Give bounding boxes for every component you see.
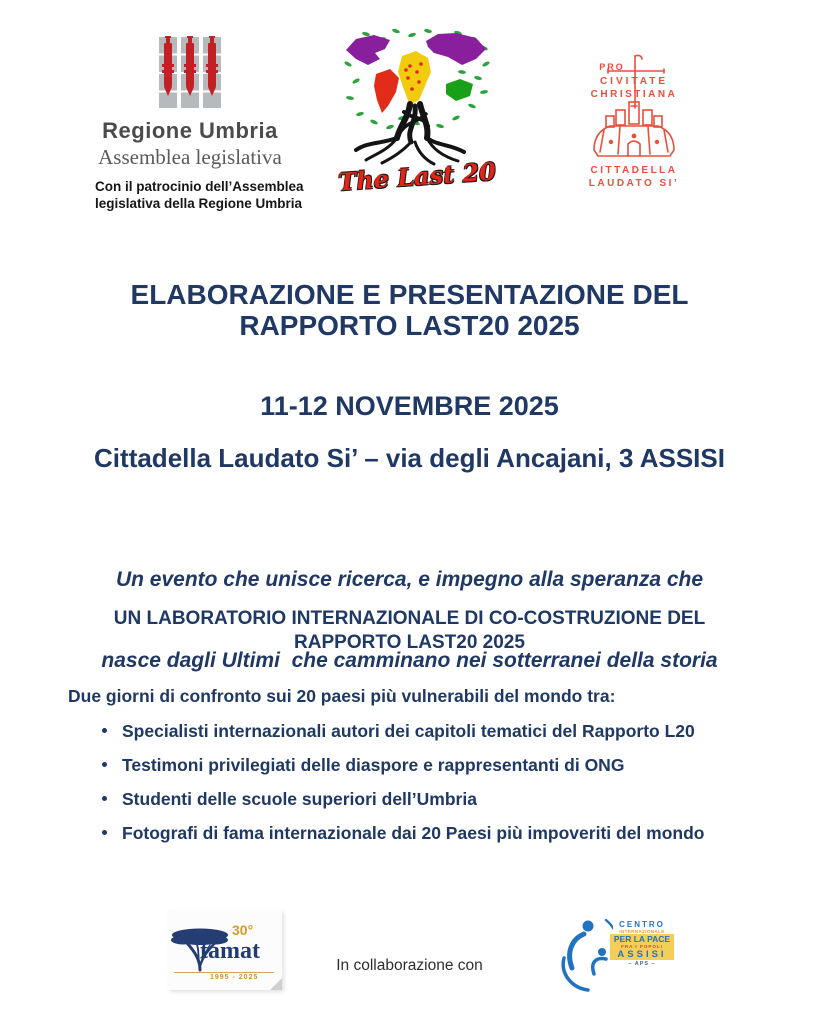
pcc-line-cittadella: CITTADELLA <box>590 165 678 176</box>
lab-subtitle <box>0 607 819 655</box>
patronage-line2: legislativa della Regione Umbria <box>95 196 303 211</box>
pro-civitate-christiana-logo <box>578 52 690 194</box>
event-location: Cittadella Laudato Si’ – via degli Ancajani, 3 ASSISI <box>94 443 725 473</box>
list-item <box>100 753 752 777</box>
list-item <box>100 787 752 811</box>
event-title <box>0 279 819 341</box>
centro-line-assisi: ASSISI <box>610 949 674 960</box>
pcc-line-pro: PRO <box>599 62 625 72</box>
event-tagline-line2: nasce dagli Ultimi che camminano nei sotterranei della storia <box>101 649 718 672</box>
list-item-text: Fotografi di fama internazionale dai 20 Paesi più impoveriti del mondo <box>122 823 705 843</box>
lab-subtitle-line2: RAPPORTO LAST20 2025 <box>294 632 525 653</box>
centro-line-fra-i-popoli: FRA I POPOLI <box>610 944 674 949</box>
eurasia-shape <box>426 33 486 65</box>
list-item-text: Testimoni privilegiati delle diaspore e rappresentanti di ONG <box>122 755 625 775</box>
pcc-line-laudato-si: LAUDATO SI’ <box>588 178 680 189</box>
tamat-wordmark: tamat <box>200 938 260 964</box>
world-tree-icon <box>338 26 496 166</box>
regione-umbria-title: Regione Umbria <box>102 118 278 143</box>
regione-umbria-banners-icon <box>158 36 222 108</box>
collaboration-label: In collaborazione con <box>336 957 483 974</box>
participants-list <box>100 719 752 855</box>
pcc-line-christiana: CHRISTIANA <box>590 89 678 100</box>
event-tagline-line1: Un evento che unisce ricerca, e impegno alla speranza che <box>115 568 704 591</box>
lab-subtitle-line1: UN LABORATORIO INTERNAZIONALE DI CO-COSTRUZIONE DEL <box>113 608 706 629</box>
centro-line-aps: – APS – <box>628 961 656 967</box>
north-america-shape <box>346 35 390 65</box>
tamat-logo <box>168 910 282 990</box>
intro-paragraph: Due giorni di confronto sui 20 paesi più vulnerabili del mondo tra: <box>68 686 616 706</box>
pcc-line-civitate: CIVITATE <box>599 76 669 87</box>
south-america-shape <box>374 69 399 113</box>
event-title-line2: RAPPORTO LAST20 2025 <box>239 310 580 341</box>
africa-shape <box>398 51 431 105</box>
the-last-20-logo <box>338 26 496 204</box>
the-last-20-wordmark: The Last 20 <box>337 156 497 197</box>
dancing-figures-icon <box>558 912 613 996</box>
centro-line-centro: CENTRO <box>619 920 665 929</box>
list-item-text: Studenti delle scuole superiori dell’Umbria <box>122 789 477 809</box>
page-fold-decoration <box>270 978 282 990</box>
centro-pace-assisi-logo <box>558 908 676 1000</box>
list-item-text: Specialisti internazionali autori dei capitoli tematici del Rapporto L20 <box>122 721 695 741</box>
bullet-dot <box>102 830 107 835</box>
bullet-dot <box>102 728 107 733</box>
centro-line-internazionale: INTERNAZIONALE <box>619 929 665 934</box>
regione-umbria-logo <box>70 36 310 170</box>
list-item <box>100 719 752 743</box>
event-date: 11-12 NOVEMBRE 2025 <box>260 391 559 421</box>
event-title-line1: ELABORAZIONE E PRESENTAZIONE DEL <box>130 279 689 310</box>
australia-shape <box>446 79 473 101</box>
regione-umbria-subtitle: Assemblea legislativa <box>98 145 282 169</box>
tamat-anniversary: 30° <box>232 922 254 938</box>
bullet-dot <box>102 796 107 801</box>
list-item <box>100 821 752 845</box>
centro-line-per-la-pace: PER LA PACE <box>610 934 674 944</box>
tamat-years: 1995 - 2025 <box>210 974 259 981</box>
patronage-note <box>95 178 345 212</box>
centro-text-block <box>610 920 674 967</box>
patronage-line1: Con il patrocinio dell’Assemblea <box>95 179 304 194</box>
bullet-dot <box>102 762 107 767</box>
